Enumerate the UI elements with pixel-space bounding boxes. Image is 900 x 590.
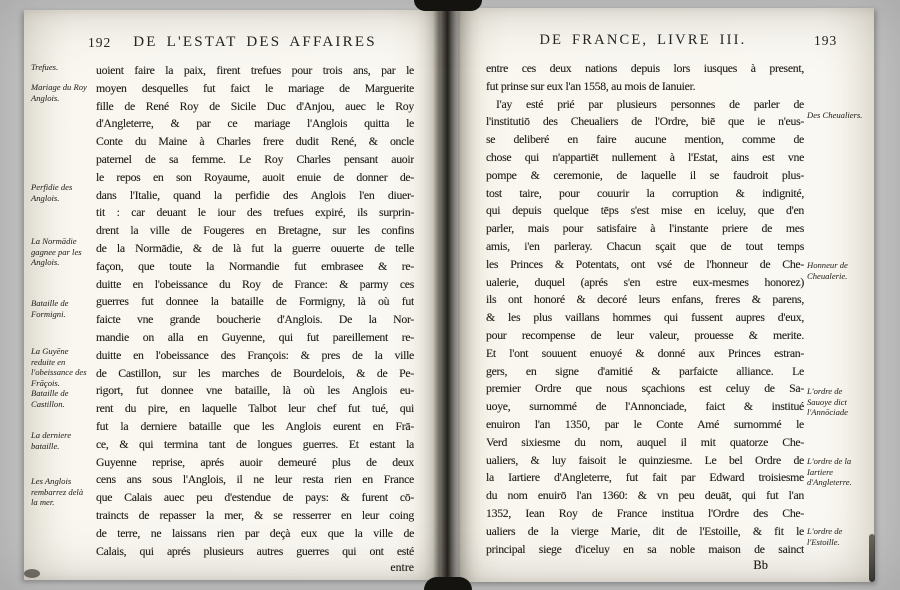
- margin-note: L'ordre de l'Estoille.: [807, 526, 843, 547]
- text-line: amis, i'en parleray. Chacun sçait que de tout temps: [486, 238, 804, 253]
- right-page: [458, 8, 874, 582]
- text-line: moyen desquelles fut faict le mariage de Marguerite: [96, 80, 414, 95]
- text-line: premier Ordre que nous sçachions est celuy de Sa-: [486, 381, 804, 396]
- margin-note: Bataille de Formigni.: [31, 298, 69, 319]
- text-line: rigort, fut donnee vne bataille, là où les Anglois eu-: [96, 383, 414, 398]
- running-header-right: DE FRANCE, LIVRE III.: [539, 32, 747, 48]
- text-line: principal siege d'iceluy en sa noble maison de sainct: [486, 541, 804, 556]
- scan-smudge-corner: [24, 569, 40, 578]
- main-text-left: [96, 62, 414, 560]
- text-line: ualiers, & luy faisoit le quinziesme. Le bel Ordre de: [486, 452, 804, 467]
- text-line: cens ans sous l'Anglois, il ne leur resta rien en France: [96, 472, 414, 487]
- text-line: fut prinse sur eux l'an 1558, au mois de Ianuier.: [486, 78, 696, 93]
- margin-note: Honneur de Cheualerie.: [807, 260, 848, 281]
- text-line: Guyenne reprise, aprés auoir demeuré plus de deux: [96, 454, 414, 469]
- text-line: façon, que toute la Normandie fut embrasee & re-: [96, 258, 414, 273]
- text-line: duitte en l'obeissance du Roy de France: & parmy ces: [96, 276, 414, 291]
- text-line: les Princes & Potentats, ont vsé de l'honneur de Che-: [486, 256, 804, 271]
- margin-note: La Normādie gagnee par les Anglois.: [31, 236, 82, 268]
- text-line: drent la ville de Fougeres en Bretagne, sur les confins: [96, 223, 414, 238]
- margin-note: L'ordre de la Iartiere d'Angleterre.: [807, 456, 852, 488]
- margin-note: Trefues.: [31, 62, 59, 72]
- text-line: de terre, ne laissans rien par deçà eux que la ville de: [96, 525, 414, 540]
- text-line: pompe & ceremonie, de laquelle il se faudroit plus-: [486, 167, 804, 182]
- text-line: duitte en l'obeissance des François: & pres de la ville: [96, 347, 414, 362]
- page-number-right: 193: [814, 33, 838, 48]
- margin-note: Mariage du Roy Anglois.: [31, 82, 87, 103]
- text-line: fille de René Roy de Sicile Duc d'Anjou, auec le Roy: [96, 98, 414, 113]
- text-line: 1352, Iean Roy de France institua l'Ordre des Che-: [486, 505, 804, 520]
- text-line: qui depuis quelque tēps s'est mise en iceluy, que d'en: [486, 203, 804, 218]
- text-line: guerres fut donnee la bataille de Formigny, là où fut: [96, 294, 414, 309]
- text-line: ce, & qui termina tant de longues guerres. Et estant la: [96, 436, 414, 451]
- running-header-left: DE L'ESTAT DES AFFAIRES: [133, 34, 377, 50]
- text-line: Calais, qui aprés plusieurs autres guerres qui ont esté: [96, 543, 414, 558]
- margin-note: Perfidie des Anglois.: [31, 182, 73, 203]
- text-line: que Calais auec peu d'estendue de pays: & furent cō-: [96, 490, 414, 505]
- text-line: le repos en son Royaume, auoit enuie de donner de-: [96, 169, 414, 184]
- margin-note: La Guyēne reduite en l'obeissance des Frāçois. Bataille de Castillon.: [31, 346, 87, 409]
- page-number-left: 192: [88, 35, 112, 50]
- text-line: de Castillon, sur les marches de Bourdelois, & de Pe-: [96, 365, 414, 380]
- text-line: mandie on alla en Guyenne, qui fut pareillement re-: [96, 329, 414, 344]
- margin-note: La derniere bataille.: [31, 430, 72, 451]
- binding-mark-bottom: [424, 577, 472, 590]
- text-line: traincts de repasser la mer, & se resserrer en leur coing: [96, 507, 414, 522]
- text-line: ualerie, duquel (aprés s'en estre eux-mesmes honorez): [486, 274, 804, 289]
- text-line: I'ay esté prié par plusieurs personnes de parler de: [496, 96, 804, 111]
- text-line: faicte vne grande boucherie d'Anglois. De la Nor-: [96, 312, 414, 327]
- signature-mark: Bb: [753, 558, 768, 572]
- text-line: Et l'ont souuent enuoyé & donné aux Princes estran-: [486, 345, 804, 360]
- text-line: l'institutiō des Cheualiers de l'Ordre, biē que ie n'eus-: [486, 114, 804, 129]
- margin-note: L'ordre de Sauoye dict l'Annōciade: [807, 386, 848, 418]
- text-line: fut la derniere bataille que les Anglois eurent en Frā-: [96, 418, 414, 433]
- page-gutter: [433, 0, 461, 590]
- text-line: enuiron l'an 1350, par le Conte Amé surnommé le: [486, 416, 804, 431]
- margin-note: Les Anglois rembarrez delà la mer.: [31, 476, 84, 508]
- text-line: pour recompense de leur valeur, prouesse & merite.: [486, 327, 804, 342]
- scan-smudge-edge: [869, 534, 875, 582]
- text-line: & les plus vaillans hommes qui fussent aupres d'eux,: [486, 310, 804, 325]
- binding-mark-top: [414, 0, 482, 11]
- text-line: d'Angleterre, & par ce mariage l'Anglois quitta le: [96, 116, 414, 131]
- margin-note: Des Cheualiers.: [807, 110, 863, 120]
- text-line: chose qui n'appartiēt nullement à l'Estat, ains est vne: [486, 149, 804, 164]
- left-page: [24, 10, 440, 580]
- text-line: ils ont honoré & decoré leurs enfans, freres & parens,: [486, 292, 804, 307]
- text-line: parler, mais pour satisfaire à l'instante priere de mes: [486, 221, 804, 236]
- text-line: du nom enuirō l'an 1360: & vn peu deuāt, qui fut l'an: [486, 488, 804, 503]
- text-line: entre ces deux nations depuis lors iusques à present,: [486, 61, 804, 75]
- text-line: gers, en signe d'amitié & parfaicte alliance. Le: [486, 363, 804, 378]
- text-line: Verd sixiesme du nom, auquel il mit quatorze Che-: [486, 434, 804, 449]
- text-line: ualiers de la vierge Marie, dit de l'Estoille, & fit le: [486, 523, 804, 538]
- text-line: tost taire, pour couurir la corruption & indignité,: [486, 185, 804, 200]
- text-line: la Iartiere d'Angleterre, fut fait par Edward troisiesme: [486, 470, 804, 485]
- text-line: de la Normādie, & de là fut la guerre ouuerte de telle: [96, 240, 414, 255]
- text-line: uoye, surnommé de l'Annonciade, faict & institué: [486, 399, 804, 414]
- text-line: Conte du Maine à Charles frere dudit René, & oncle: [96, 134, 414, 149]
- text-line: rent du pire, en laquelle Talbot leur chef fut tué, qui: [96, 401, 414, 416]
- text-line: tit : car deuant le iour des trefues expiré, ils surprin-: [96, 205, 414, 220]
- text-line: paternel de sa femme. Le Roy Charles pensant auoir: [96, 151, 414, 166]
- main-text-right: [486, 60, 804, 558]
- catchword: entre: [390, 560, 414, 574]
- text-line: se deliberé en faire aucune mention, comme de: [486, 132, 804, 147]
- text-line: uoient faire la paix, firent trefues pour trois ans, par le: [96, 63, 414, 77]
- text-line: dans l'Italie, quand la perfidie des Anglois l'en diuer-: [96, 187, 414, 202]
